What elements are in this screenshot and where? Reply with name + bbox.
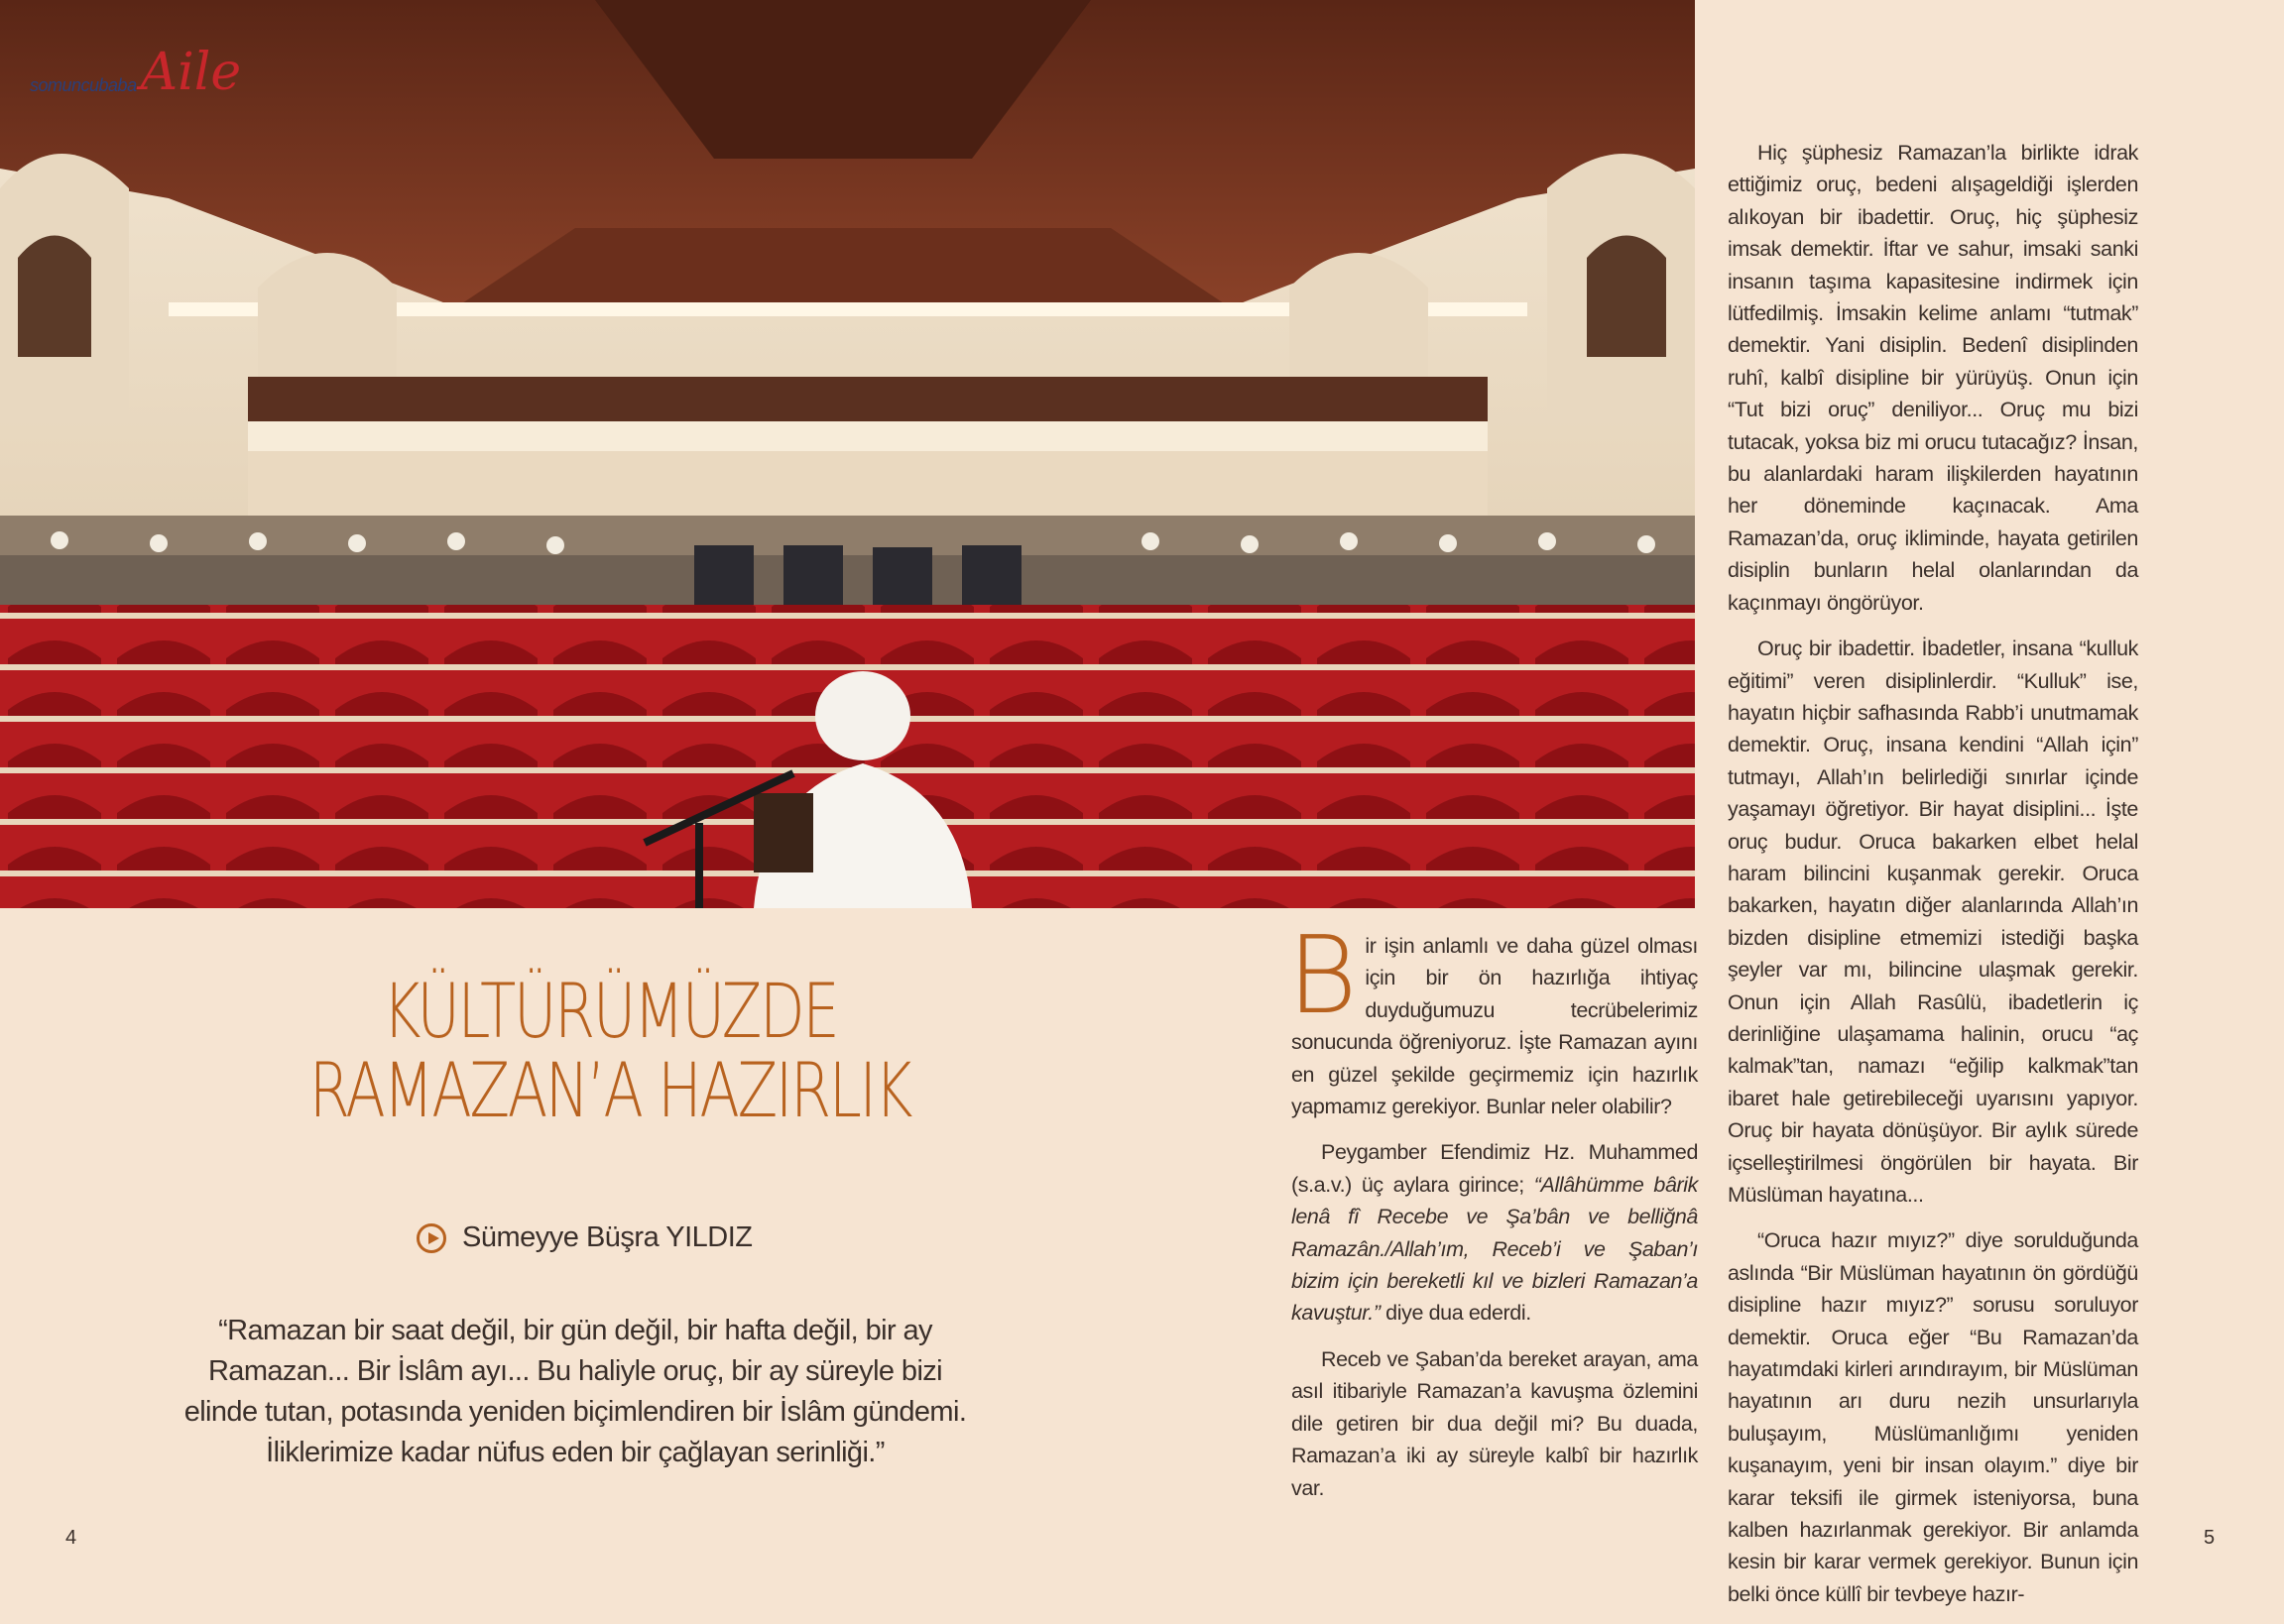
photo-illustration [0, 0, 1695, 908]
drop-cap: B [1287, 914, 1358, 1038]
section-name: Aile [140, 43, 242, 102]
pull-quote: “Ramazan bir saat değil, bir gün değil, bir hafta değil, bir ay Ramazan... Bir İslâm ayı... Bu haliyle oruç, bir ay süreyle bizi elinde tutan, potasında yeniden biçimlendiren bir İslâm gündemi. İliklerimize kadar nüfus eden bir çağlayan serinliği.” [183, 1315, 967, 1468]
paragraph-text: Peygamber Efendimiz Hz. Muhammed (s.a.v.) üç aylara girince; [1291, 1140, 1698, 1197]
author-name: Sümeyye Büşra YILDIZ [462, 1221, 753, 1253]
play-circle-icon [417, 1223, 446, 1253]
paragraph [1287, 914, 1698, 1122]
magazine-section-label [30, 43, 242, 102]
article-title [274, 967, 947, 1134]
magazine-name: somuncubaba [30, 74, 137, 95]
page-number-right: 5 [2204, 1527, 2216, 1549]
paragraph-text: diye dua ederdi. [1380, 1301, 1531, 1326]
mosque-interior-photo [0, 0, 1695, 908]
dua-quote: “Allâhümme bârik lenâ fî Recebe ve Şa’bân ve belliğnâ Ramazân./Allah’ım, Receb’i ve Şaban’ı bizim için bereketli kıl ve bizleri Ramazan’a kavuştur.” [1291, 1172, 1698, 1326]
paragraph [1291, 1136, 1698, 1329]
paragraph: Oruç bir ibadettir. İbadetler, insana “kulluk eğitimi” veren disiplinlerdir. “Kulluk” ise, hayatın hiçbir safhasında Rabb’i unutmamak demektir. Oruç, insana kendini “Allah için” tutmayı, Allah’ın belirlediği sınırlar içinde yaşamayı öğretiyor. Bir hayat disiplini... İşte oruç budur. Oruca bakarken elbet helal haram bilincini kuşanmak gerekir. Oruca bakarken, hayatın diğer alanlarında Allah’ın bizden disipline etmemizi istediği başka şeyler var mı, bilincine ulaşmak gerekir. Onun için Allah Rasûlü, ibadetlerin iç derinliğine ulaşamama halinin, orucu “aç kalmak”tan, namazı “eğilip kalkmak”tan ibaret hale getirebileceği uyarısını yapıyor. Oruç bir hayata dönüşüyor. Bir aylık sürede içselleştirilmesi öngörülen bir hayata. Bir Müslüman hayatına... [1728, 637, 2138, 1207]
title-line-2: RAMAZAN’A HAZIRLIK [308, 1045, 911, 1134]
title-line-1: KÜLTÜRÜMÜZDE [382, 967, 838, 1055]
body-column-right [1728, 137, 2138, 1624]
paragraph: “Oruca hazır mıyız?” diye sorulduğunda aslında “Bir Müslüman hayatının ön gördüğü disipline hazır mıyız?” sorusu soruluyor demektir. Oruca eğer “Bu Ramazan’da hayatımdaki kirleri arındırayım, bir Müslüman hayatının arı duru nezih unsurlarıyla buluşayım, Müslümanlığımı yeniden kuşanayım, yeni bir insan olayım.” diye bir karar teksifi ile girmek isteniyorsa, buna kalben hazırlanmak gerekiyor. Bir anlamda kesin bir karar vermek gerekiyor. Bunun için belki önce küllî bir tevbeye hazır- [1728, 1228, 2138, 1606]
paragraph: Receb ve Şaban’da bereket arayan, ama asıl itibariyle Ramazan’a kavuşma özlemini dile getiren bir dua değil mi? Bu duada, Ramazan’a iki ay süreyle kalbî bir hazırlık var. [1291, 1346, 1698, 1500]
body-column-middle [1287, 914, 1698, 1518]
paragraph-text: ir işin anlamlı ve daha güzel olması için bir ön hazırlığa ihtiyaç duyduğumuzu tecrübelerimiz sonucunda öğreniyoruz. İşte Ramazan ayını en güzel şekilde geçirmemiz için hazırlık yapmamız gerekiyor. Bunlar neler olabilir? [1291, 934, 1698, 1119]
article-author [417, 1221, 752, 1254]
page-number-left: 4 [65, 1527, 77, 1549]
paragraph: Hiç şüphesiz Ramazan’la birlikte idrak ettiğimiz oruç, bedeni alışageldiği işlerden alıkoyan bir ibadettir. Oruç, hiç şüphesiz imsak demektir. İftar ve sahur, imsaki sanki insanın taşıma kapasitesine indirmek için lütfedilmiş. İmsakin kelime anlamı “tutmak” demektir. Yani disiplin. Bedenî disiplinden ruhî, kalbî disipline bir yürüyüş. Onun için “Tut bizi oruç” deniliyor... Oruç mu bizi tutacak, yoksa biz mi orucu tutacağız? İnsan, bu alanlardaki haram ilişkilerden hayatının her döneminde kaçınacak. Ama Ramazan’da, oruç ikliminde, hayata getirilen disiplin bunların helal olanlarından da kaçınmayı öngörüyor. [1728, 141, 2138, 615]
